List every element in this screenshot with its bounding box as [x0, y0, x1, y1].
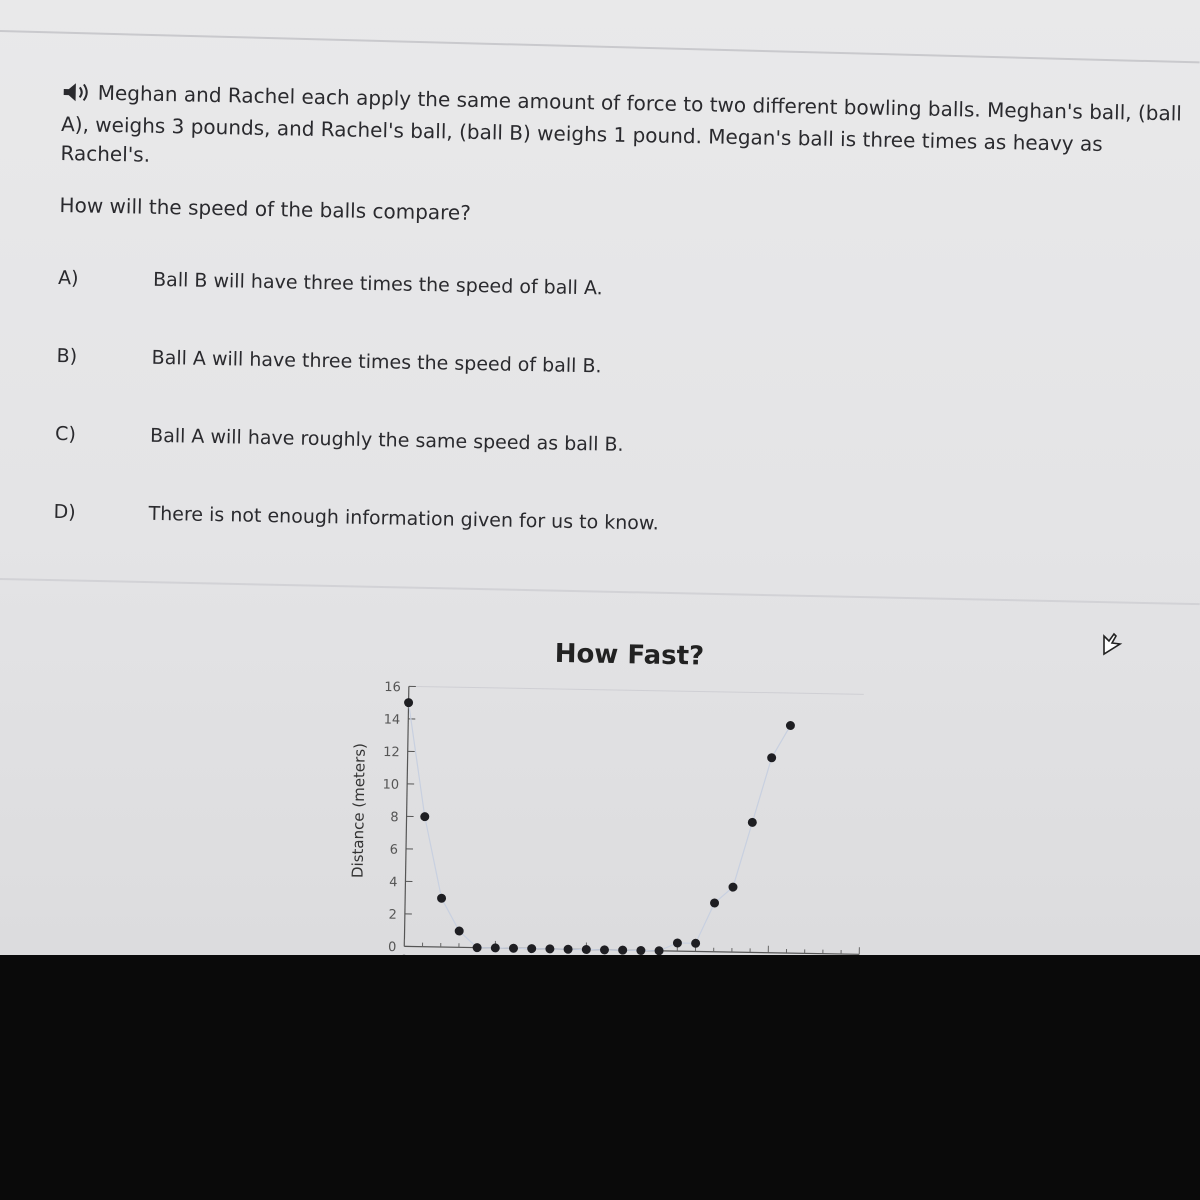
choice-text: Ball B will have three times the speed of ball A. [152, 268, 603, 300]
y-tick-label: 6 [389, 842, 399, 858]
choice-letter: B) [56, 344, 78, 368]
y-axis-label: Distance (meters) [348, 742, 369, 879]
y-tick-label: 4 [389, 875, 398, 891]
choice-text: Ball A will have three times the speed of ball B. [151, 346, 602, 378]
choice-text: There is not enough information given for us to know. [148, 502, 659, 535]
data-point [437, 894, 446, 903]
y-tick-label: 0 [387, 940, 397, 956]
question-ask: How will the speed of the balls compare? [59, 192, 472, 225]
data-point [582, 945, 591, 954]
y-tick-label: 2 [388, 907, 397, 923]
y-tick-label: 8 [390, 810, 399, 826]
data-point [491, 943, 500, 952]
y-tick-label: 14 [383, 712, 401, 728]
choice-letter: A) [57, 266, 79, 290]
y-tick-label: 10 [382, 777, 400, 793]
data-point [673, 938, 682, 947]
data-point [564, 945, 573, 954]
y-tick-label: 12 [383, 744, 400, 761]
data-point [767, 753, 776, 762]
y-tick-label: 16 [384, 679, 401, 696]
data-point [691, 939, 700, 948]
data-point [404, 698, 413, 707]
data-point [600, 945, 609, 954]
question-panel [52, 78, 1191, 601]
top-divider [0, 30, 1200, 63]
answer-choices [52, 267, 1188, 601]
data-point [420, 812, 429, 821]
chart-title: How Fast? [554, 638, 705, 672]
data-point [545, 944, 554, 953]
data-point [527, 944, 536, 953]
data-point [636, 946, 645, 955]
choice-letter: D) [53, 500, 76, 524]
chart-svg [324, 620, 930, 1000]
monitor-bezel [0, 955, 1200, 1200]
question-prompt-text: Meghan and Rachel each apply the same amount of force to two different bowling balls. Meghan's ball, (ball A), weighs 3 pounds, and Rachel's ball, (ball B) weighs 1 pound. Megan's ball is three times as heavy as Rachel's. [60, 80, 1183, 167]
choice-text: Ball A will have roughly the same speed as ball B. [149, 424, 624, 456]
data-point [786, 721, 795, 730]
data-point [509, 944, 518, 953]
series-line [404, 703, 790, 953]
data-point [618, 946, 627, 955]
how-fast-chart [324, 620, 930, 1000]
speaker-icon[interactable] [61, 81, 92, 111]
data-point [654, 946, 663, 955]
data-point [748, 818, 757, 827]
choice-letter: C) [54, 422, 77, 446]
question-prompt [60, 78, 1192, 190]
grid-line [409, 686, 864, 694]
mouse-cursor-icon [1100, 632, 1126, 662]
